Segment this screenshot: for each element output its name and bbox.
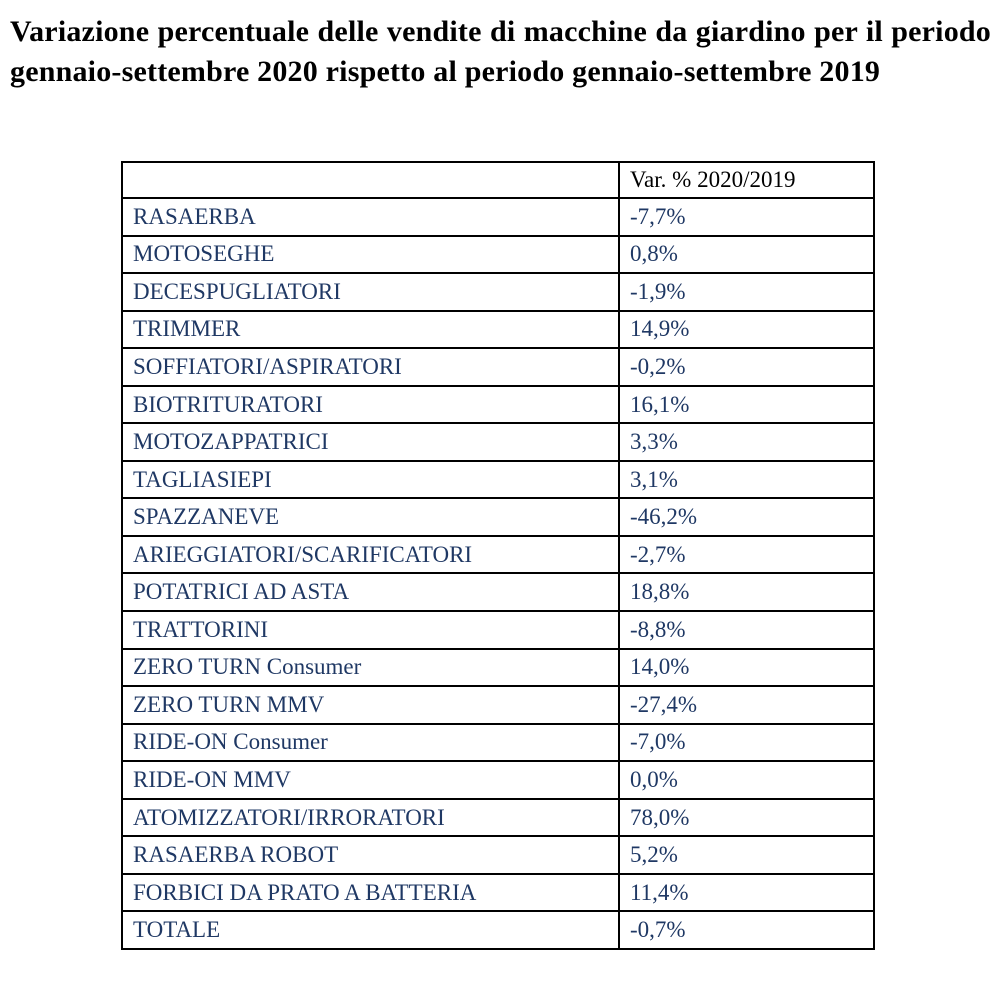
category-cell: RASAERBA ROBOT [122, 836, 619, 874]
value-cell: 14,0% [619, 649, 874, 687]
category-cell: BIOTRITURATORI [122, 386, 619, 424]
table-header-row [122, 162, 874, 198]
header-category-cell [122, 162, 619, 198]
category-cell: SOFFIATORI/ASPIRATORI [122, 348, 619, 386]
value-cell: -46,2% [619, 498, 874, 536]
table-row [122, 649, 874, 687]
table-row [122, 386, 874, 424]
table-row [122, 573, 874, 611]
table-row [122, 198, 874, 236]
category-cell: ARIEGGIATORI/SCARIFICATORI [122, 536, 619, 574]
table-row [122, 536, 874, 574]
value-cell: -0,2% [619, 348, 874, 386]
category-cell: ZERO TURN Consumer [122, 649, 619, 687]
category-cell: POTATRICI AD ASTA [122, 573, 619, 611]
table-row [122, 498, 874, 536]
category-cell: RIDE-ON Consumer [122, 724, 619, 762]
value-cell: 3,1% [619, 461, 874, 499]
table-row [122, 611, 874, 649]
category-cell: TRIMMER [122, 311, 619, 349]
table-row [122, 724, 874, 762]
table-row [122, 836, 874, 874]
value-cell: -0,7% [619, 911, 874, 949]
value-cell: 14,9% [619, 311, 874, 349]
category-cell: MOTOZAPPATRICI [122, 423, 619, 461]
value-cell: -7,0% [619, 724, 874, 762]
table-row [122, 874, 874, 912]
table-row [122, 348, 874, 386]
table-row [122, 761, 874, 799]
value-cell: -8,8% [619, 611, 874, 649]
category-cell: TAGLIASIEPI [122, 461, 619, 499]
value-cell: 16,1% [619, 386, 874, 424]
value-cell: 78,0% [619, 799, 874, 837]
table-row [122, 311, 874, 349]
table-row [122, 236, 874, 274]
category-cell: TRATTORINI [122, 611, 619, 649]
value-cell: -2,7% [619, 536, 874, 574]
value-cell: 5,2% [619, 836, 874, 874]
value-cell: -27,4% [619, 686, 874, 724]
category-cell: RASAERBA [122, 198, 619, 236]
value-cell: -1,9% [619, 273, 874, 311]
table-row [122, 423, 874, 461]
category-cell: DECESPUGLIATORI [122, 273, 619, 311]
category-cell: FORBICI DA PRATO A BATTERIA [122, 874, 619, 912]
category-cell: TOTALE [122, 911, 619, 949]
table-row [122, 273, 874, 311]
value-cell: -7,7% [619, 198, 874, 236]
table-row [122, 911, 874, 949]
category-cell: RIDE-ON MMV [122, 761, 619, 799]
value-cell: 18,8% [619, 573, 874, 611]
page-title: Variazione percentuale delle vendite di macchine da giardino per il periodo gennaio-settembre 2020 rispetto al periodo gennaio-settembre 2019 [10, 15, 991, 88]
table-row [122, 461, 874, 499]
value-cell: 0,0% [619, 761, 874, 799]
category-cell: MOTOSEGHE [122, 236, 619, 274]
sales-table-body [122, 198, 874, 949]
header-value-cell: Var. % 2020/2019 [619, 162, 874, 198]
sales-variation-table [121, 161, 875, 950]
category-cell: ZERO TURN MMV [122, 686, 619, 724]
table-row [122, 686, 874, 724]
value-cell: 0,8% [619, 236, 874, 274]
category-cell: SPAZZANEVE [122, 498, 619, 536]
value-cell: 11,4% [619, 874, 874, 912]
category-cell: ATOMIZZATORI/IRRORATORI [122, 799, 619, 837]
value-cell: 3,3% [619, 423, 874, 461]
table-row [122, 799, 874, 837]
